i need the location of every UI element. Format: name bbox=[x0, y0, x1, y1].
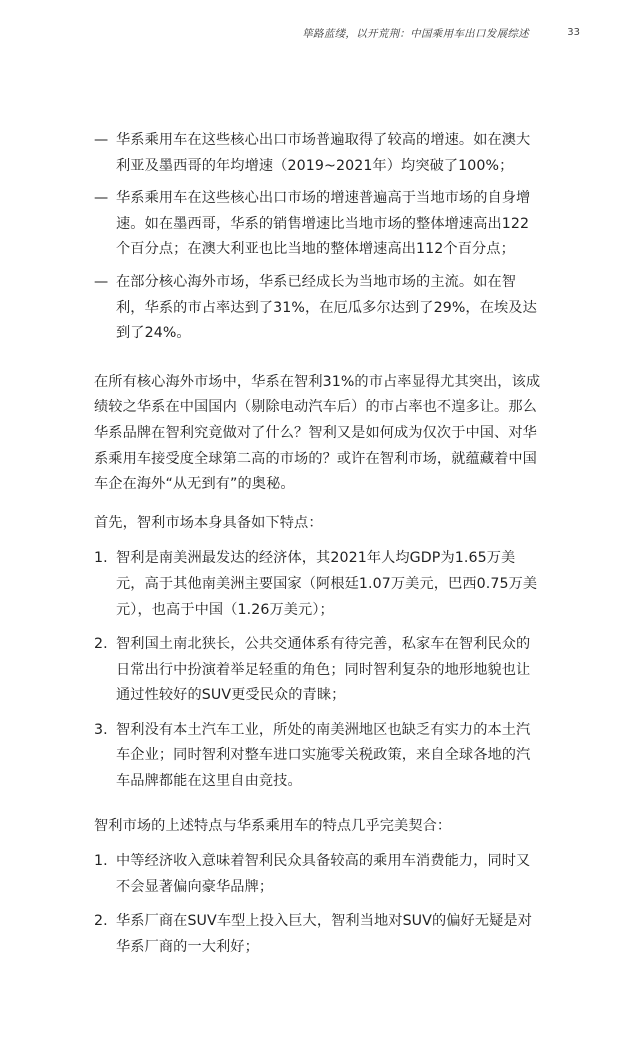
list-item bbox=[94, 270, 542, 347]
number-marker: 1. bbox=[94, 853, 108, 870]
list-item-text: 智利没有本土汽车工业，所处的南美洲地区也缺乏有实力的本土汽车企业；同时智利对整车进口实施零关税政策，来自全球各地的汽车品牌都能在这里自由竞技。 bbox=[116, 721, 531, 790]
list-item bbox=[94, 128, 542, 179]
list-item-text: 华系乘用车在这些核心出口市场的增速普遍高于当地市场的自身增速。如在墨西哥，华系的销售增速比当地市场的整体增速高出122个百分点；在澳大利亚也比当地的整体增速高出112个百分点； bbox=[116, 190, 531, 258]
features-list bbox=[94, 546, 542, 794]
dash-marker: — bbox=[94, 132, 109, 148]
list-item-text: 中等经济收入意味着智利民众具备较高的乘用车消费能力，同时又不会显著偏向豪华品牌； bbox=[116, 853, 531, 895]
list-item bbox=[94, 909, 542, 960]
body-paragraph: 在所有核心海外市场中，华系在智利31%的市占率显得尤其突出，该成绩较之华系在中国国内（剔除电动汽车后）的市占率也不遑多让。那么华系品牌在智利究竟做对了什么？智利又是如何成为仅次于中国、对华系乘用车接受度全球第二高的市场的？或许在智利市场，就蕴藏着中国车企在海外“从无到有”的奥秘。 bbox=[94, 373, 541, 493]
list-item-text: 华系厂商在SUV车型上投入巨大，智利当地对SUV的偏好无疑是对华系厂商的一大利好； bbox=[116, 913, 532, 956]
number-marker: 3. bbox=[94, 721, 108, 738]
list-item bbox=[94, 186, 542, 263]
list-item-text: 华系乘用车在这些核心出口市场普遍取得了较高的增速。如在澳大利亚及墨西哥的年均增速（2019~2021年）均突破了100%； bbox=[116, 132, 531, 174]
dash-marker: — bbox=[94, 190, 109, 207]
list-item-text: 智利是南美洲最发达的经济体，其2021年人均GDP为1.65万美元，高于其他南美洲主要国家（阿根廷1.07万美元，巴西0.75万美元），也高于中国（1.26万美元）； bbox=[116, 550, 538, 618]
dash-list bbox=[94, 128, 542, 347]
number-marker: 2. bbox=[94, 636, 108, 653]
number-marker: 2. bbox=[94, 913, 108, 930]
list-item bbox=[94, 849, 542, 900]
list-item bbox=[94, 546, 542, 623]
page-number: 33 bbox=[567, 27, 580, 38]
number-marker: 1. bbox=[94, 550, 108, 567]
body-paragraph: 智利市场的上述特点与华系乘用车的特点几乎完美契合： bbox=[94, 817, 452, 834]
match-list bbox=[94, 849, 542, 960]
dash-marker: — bbox=[94, 273, 109, 290]
list-item bbox=[94, 718, 542, 795]
page-body bbox=[94, 128, 542, 970]
list-item bbox=[94, 632, 542, 709]
list-item-text: 在部分核心海外市场，华系已经成长为当地市场的主流。如在智利，华系的市占率达到了31%，在厄瓜多尔达到了29%，在埃及达到了24%。 bbox=[116, 273, 537, 342]
running-header-title: 筚路蓝缕，以开荒荆：中国乘用车出口发展综述 bbox=[302, 28, 529, 40]
list-item-text: 智利国土南北狭长，公共交通体系有待完善，私家车在智利民众的日常出行中扮演着举足轻重的角色；同时智利复杂的地形地貌也让通过性较好的SUV更受民众的青睐； bbox=[116, 636, 531, 704]
body-paragraph: 首先，智利市场本身具备如下特点： bbox=[94, 514, 323, 531]
page-header bbox=[0, 26, 624, 46]
